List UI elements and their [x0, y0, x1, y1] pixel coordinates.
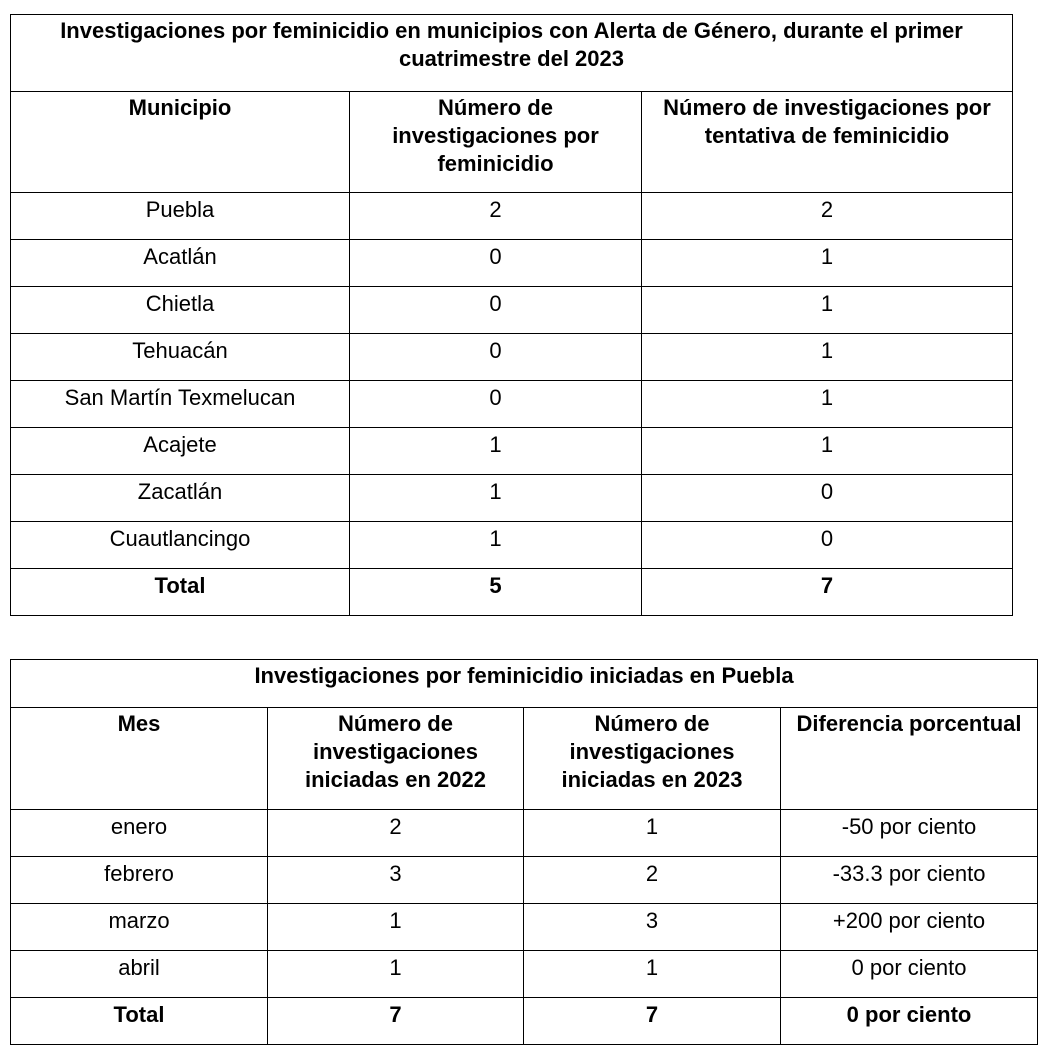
cell-2023: 1 — [524, 810, 781, 857]
table-row — [11, 334, 1013, 381]
cell-2023: 1 — [524, 951, 781, 998]
table-row — [11, 428, 1013, 475]
cell-municipio: San Martín Texmelucan — [11, 381, 350, 428]
cell-tentativa: 2 — [642, 193, 1013, 240]
table-title-row — [11, 660, 1038, 708]
cell-feminicidio: 2 — [350, 193, 642, 240]
total-label: Total — [11, 998, 268, 1045]
cell-tentativa: 1 — [642, 287, 1013, 334]
cell-2022: 3 — [268, 857, 524, 904]
cell-municipio: Puebla — [11, 193, 350, 240]
cell-mes: marzo — [11, 904, 268, 951]
total-2022: 7 — [268, 998, 524, 1045]
cell-diferencia: +200 por ciento — [781, 904, 1038, 951]
feminicide-by-month-table — [10, 659, 1038, 1045]
table-row — [11, 193, 1013, 240]
cell-mes: abril — [11, 951, 268, 998]
total-tentativa: 7 — [642, 569, 1013, 616]
table-row — [11, 857, 1038, 904]
cell-municipio: Chietla — [11, 287, 350, 334]
table-header-row — [11, 92, 1013, 193]
cell-tentativa: 1 — [642, 381, 1013, 428]
table-total-row — [11, 998, 1038, 1045]
table-row — [11, 475, 1013, 522]
column-header-municipio: Municipio — [11, 92, 350, 193]
cell-tentativa: 1 — [642, 240, 1013, 287]
cell-2023: 3 — [524, 904, 781, 951]
cell-feminicidio: 1 — [350, 475, 642, 522]
column-header-tentativa-feminicidio: Número de investigaciones por tentativa de feminicidio — [642, 92, 1013, 193]
table-row — [11, 287, 1013, 334]
cell-2022: 1 — [268, 951, 524, 998]
cell-tentativa: 0 — [642, 475, 1013, 522]
cell-feminicidio: 1 — [350, 522, 642, 569]
table-row — [11, 810, 1038, 857]
cell-2022: 1 — [268, 904, 524, 951]
total-2023: 7 — [524, 998, 781, 1045]
cell-municipio: Zacatlán — [11, 475, 350, 522]
cell-municipio: Tehuacán — [11, 334, 350, 381]
cell-municipio: Acajete — [11, 428, 350, 475]
column-header-iniciadas-2023: Número de investigaciones iniciadas en 2023 — [524, 708, 781, 810]
cell-2023: 2 — [524, 857, 781, 904]
cell-feminicidio: 1 — [350, 428, 642, 475]
total-label: Total — [11, 569, 350, 616]
cell-feminicidio: 0 — [350, 334, 642, 381]
cell-tentativa: 1 — [642, 334, 1013, 381]
cell-diferencia: 0 por ciento — [781, 951, 1038, 998]
table-title: Investigaciones por feminicidio iniciadas en Puebla — [11, 660, 1038, 708]
table-row — [11, 951, 1038, 998]
table-row — [11, 381, 1013, 428]
column-header-investigaciones-feminicidio: Número de investigaciones por feminicidio — [350, 92, 642, 193]
table-total-row — [11, 569, 1013, 616]
table-title-row — [11, 15, 1013, 92]
table-title: Investigaciones por feminicidio en municipios con Alerta de Género, durante el primer cuatrimestre del 2023 — [11, 15, 1013, 92]
table-row — [11, 240, 1013, 287]
table-row — [11, 522, 1013, 569]
cell-feminicidio: 0 — [350, 287, 642, 334]
cell-municipio: Acatlán — [11, 240, 350, 287]
total-diferencia: 0 por ciento — [781, 998, 1038, 1045]
table-header-row — [11, 708, 1038, 810]
cell-tentativa: 0 — [642, 522, 1013, 569]
cell-tentativa: 1 — [642, 428, 1013, 475]
cell-municipio: Cuautlancingo — [11, 522, 350, 569]
cell-diferencia: -50 por ciento — [781, 810, 1038, 857]
column-header-mes: Mes — [11, 708, 268, 810]
column-header-iniciadas-2022: Número de investigaciones iniciadas en 2022 — [268, 708, 524, 810]
cell-feminicidio: 0 — [350, 381, 642, 428]
total-feminicidio: 5 — [350, 569, 642, 616]
feminicide-by-municipality-table — [10, 14, 1013, 616]
cell-2022: 2 — [268, 810, 524, 857]
cell-diferencia: -33.3 por ciento — [781, 857, 1038, 904]
cell-mes: febrero — [11, 857, 268, 904]
cell-mes: enero — [11, 810, 268, 857]
table-row — [11, 904, 1038, 951]
cell-feminicidio: 0 — [350, 240, 642, 287]
column-header-diferencia: Diferencia porcentual — [781, 708, 1038, 810]
